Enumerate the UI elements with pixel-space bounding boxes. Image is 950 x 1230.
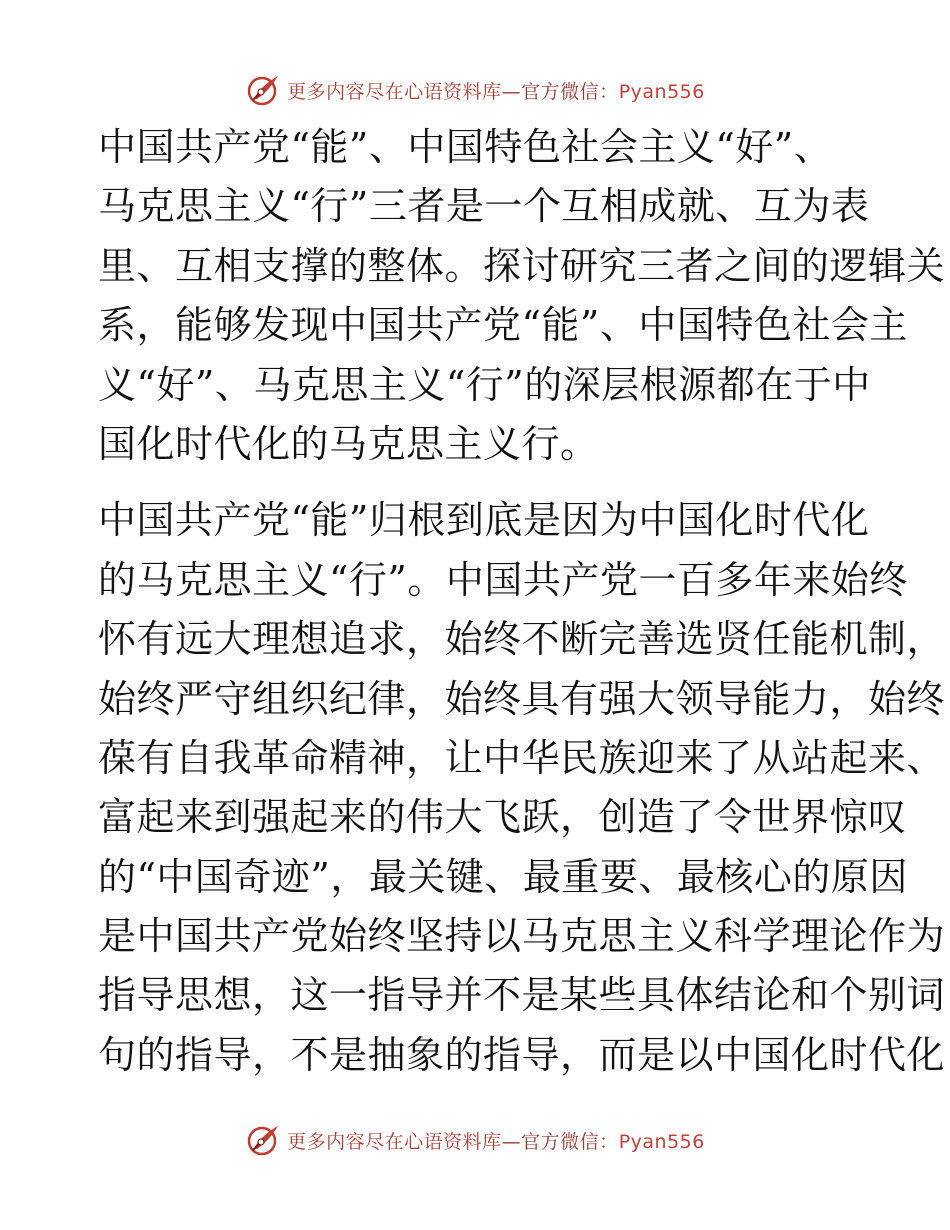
- paragraph-line: 富起来到强起来的伟大飞跃，创造了令世界惊叹: [98, 795, 907, 840]
- header-banner-wechat-label: 官方微信：: [521, 80, 619, 103]
- footer-banner-wechat-label: 官方微信：: [521, 1130, 619, 1153]
- feather-pen-logo-icon: [245, 1122, 281, 1158]
- paragraph-line: 句的指导，不是抽象的指导，而是以中国化时代化: [98, 1032, 946, 1077]
- paragraph-line: 是中国共产党始终坚持以马克思主义科学理论作为: [98, 914, 946, 959]
- footer-banner-separator: —: [501, 1130, 522, 1153]
- feather-pen-logo-icon: [245, 72, 281, 108]
- paragraph-line: 怀有远大理想追求，始终不断完善选贤任能机制，: [98, 617, 946, 662]
- paragraph-line: 中国共产党“能”归根到底是因为中国化时代化: [98, 498, 870, 543]
- header-banner-text: [287, 77, 705, 104]
- footer-banner-text: [287, 1127, 705, 1154]
- header-banner-wechat-id: Pyan556: [618, 80, 705, 103]
- header-banner-separator: —: [501, 80, 522, 103]
- paragraph-line: 的马克思主义“行”。中国共产党一百多年来始终: [98, 557, 908, 602]
- paragraph-line: 的“中国奇迹”，最关键、最重要、最核心的原因: [98, 854, 908, 899]
- paragraph-2: [98, 491, 946, 1085]
- footer-banner: [0, 1120, 950, 1160]
- document-body: [98, 118, 946, 1085]
- paragraph-line: 系，能够发现中国共产党“能”、中国特色社会主: [98, 303, 908, 348]
- paragraph-line: 马克思主义“行”三者是一个互相成就、互为表: [98, 184, 870, 229]
- paragraph-line: 国化时代化的马克思主义行。: [98, 421, 599, 466]
- paragraph-line: 葆有自我革命精神，让中华民族迎来了从站起来、: [98, 735, 946, 780]
- footer-banner-wechat-id: Pyan556: [618, 1130, 705, 1153]
- paragraph-line: 始终严守组织纪律，始终具有强大领导能力，始终: [98, 676, 946, 721]
- paragraph-line: 义“好”、马克思主义“行”的深层根源都在于中: [98, 362, 871, 407]
- paragraph-1: [98, 118, 946, 474]
- header-banner-main: 更多内容尽在心语资料库: [287, 80, 502, 103]
- footer-banner-main: 更多内容尽在心语资料库: [287, 1130, 502, 1153]
- paragraph-line: 指导思想，这一指导并不是某些具体结论和个别词: [98, 973, 946, 1018]
- paragraph-line: 里、互相支撑的整体。探讨研究三者之间的逻辑关: [98, 243, 946, 288]
- paragraph-line: 中国共产党“能”、中国特色社会主义“好”、: [98, 125, 833, 169]
- header-banner: [0, 70, 950, 110]
